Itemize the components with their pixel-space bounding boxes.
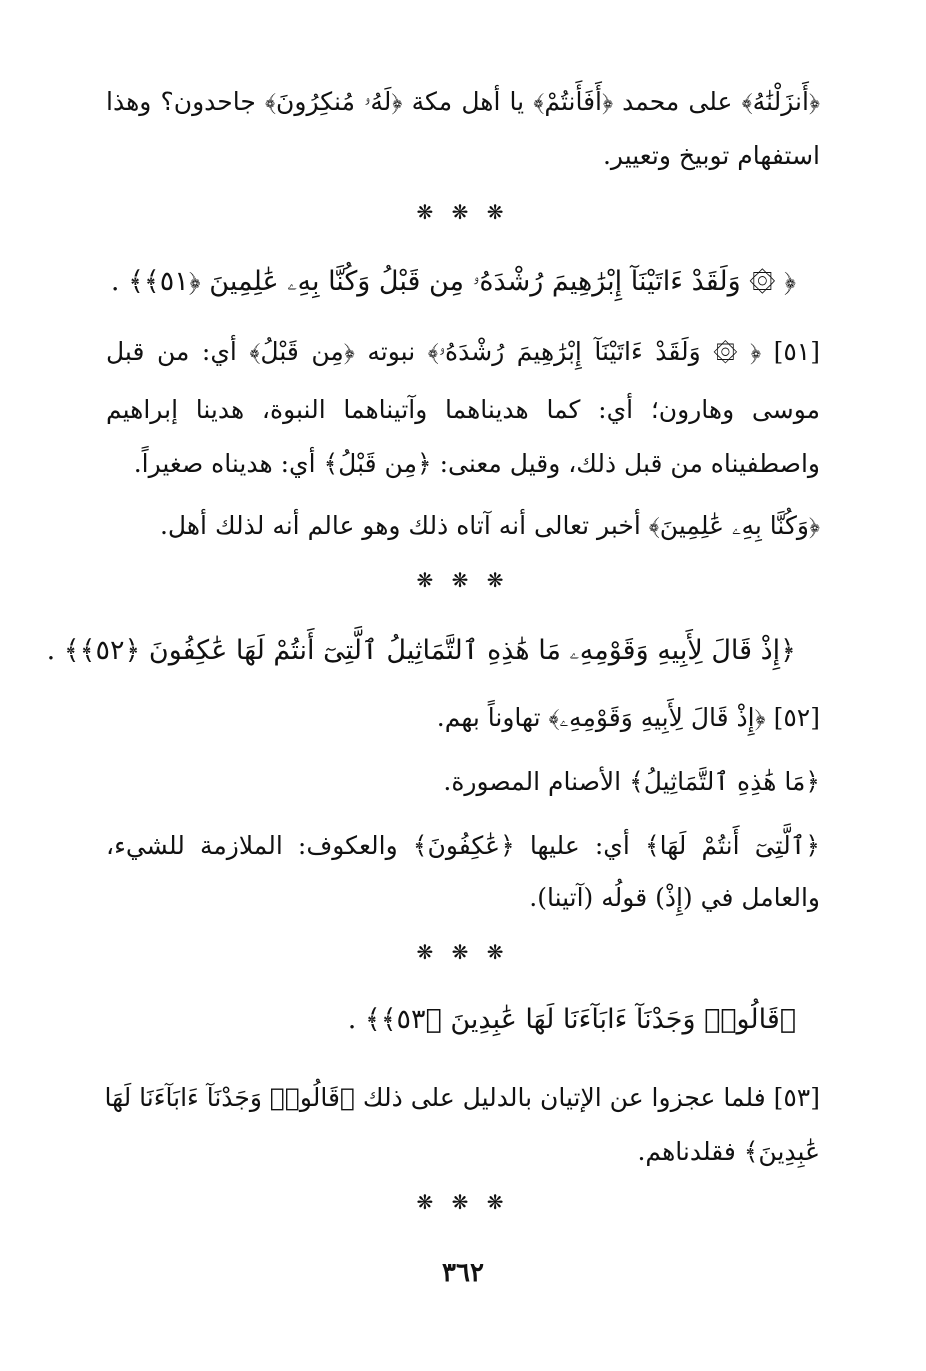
- verse-52: ﴿إِذْ قَالَ لِأَبِيهِ وَقَوْمِهِۦ مَا هَٰذِهِ ٱلتَّمَاثِيلُ ٱلَّتِىٓ أَنتُمْ لَهَا عَٰكِفُونَ ﴿٥٢﴾﴾ .: [46, 635, 796, 666]
- commentary-52-line-3: ﴿ٱلَّتِىٓ أَنتُمْ لَهَا﴾ أي: عليها ﴿عَٰكِفُونَ﴾ والعكوف: الملازمة للشيء،: [106, 831, 820, 860]
- page-number: ٣٦٢: [442, 1258, 484, 1288]
- commentary-51-line-2: موسى وهارون؛ أي: كما هديناهما وآتيناهما النبوة، هدينا إبراهيم: [106, 395, 820, 424]
- commentary-53-line-1: [٥٣] فلما عجزوا عن الإتيان بالدليل على ذلك ﴿قَالُوا۟ وَجَدْنَآ ءَابَآءَنَا لَهَا: [104, 1083, 820, 1112]
- commentary-52-line-4: والعامل في (إِذْ) قولُه (آتينا).: [529, 883, 820, 912]
- commentary-51-line-4: ﴿وَكُنَّا بِهِۦ عَٰلِمِينَ﴾ أخبر تعالى أنه آتاه ذلك وهو عالم أنه لذلك أهل.: [159, 511, 820, 540]
- section-separator-3: ❋ ❋ ❋: [416, 940, 510, 964]
- text-line-2: استفهام توبيخ وتعيير.: [602, 141, 820, 170]
- commentary-52-line-2: ﴿مَا هَٰذِهِ ٱلتَّمَاثِيلُ﴾ الأصنام المصورة.: [443, 767, 820, 796]
- commentary-51-line-1: [٥١] ﴿ ۞ وَلَقَدْ ءَاتَيْنَآ إِبْرَٰهِيمَ رُشْدَهُۥ﴾ نبوته ﴿مِن قَبْلُ﴾ أي: من قبل: [106, 337, 820, 366]
- section-separator-1: ❋ ❋ ❋: [416, 200, 510, 224]
- commentary-51-line-3: واصطفيناه من قبل ذلك، وقيل معنى: ﴿مِن قَبْلُ﴾ أي: هديناه صغيراً.: [133, 449, 820, 478]
- text-line-1: ﴿أَنزَلْنَٰهُ﴾ على محمد ﴿أَفَأَنتُمْ﴾ يا أهل مكة ﴿لَهُۥ مُنكِرُونَ﴾ جاحدون؟ وهذا: [106, 87, 820, 116]
- commentary-52-line-1: [٥٢] ﴿إِذْ قَالَ لِأَبِيهِ وَقَوْمِهِۦ﴾ تهاوناً بهم.: [436, 703, 820, 732]
- section-separator-2: ❋ ❋ ❋: [416, 568, 510, 592]
- verse-53: ﴿قَالُوا۟ وَجَدْنَآ ءَابَآءَنَا لَهَا عَٰبِدِينَ ﴿٥٣﴾﴾ .: [347, 1004, 796, 1035]
- commentary-53-line-2: عَٰبِدِينَ﴾ فقلدناهم.: [637, 1137, 820, 1166]
- verse-51: ﴿ ۞ وَلَقَدْ ءَاتَيْنَآ إِبْرَٰهِيمَ رُشْدَهُۥ مِن قَبْلُ وَكُنَّا بِهِۦ عَٰلِمِينَ ﴿٥١﴾﴾ .: [110, 266, 796, 297]
- section-separator-4: ❋ ❋ ❋: [416, 1190, 510, 1214]
